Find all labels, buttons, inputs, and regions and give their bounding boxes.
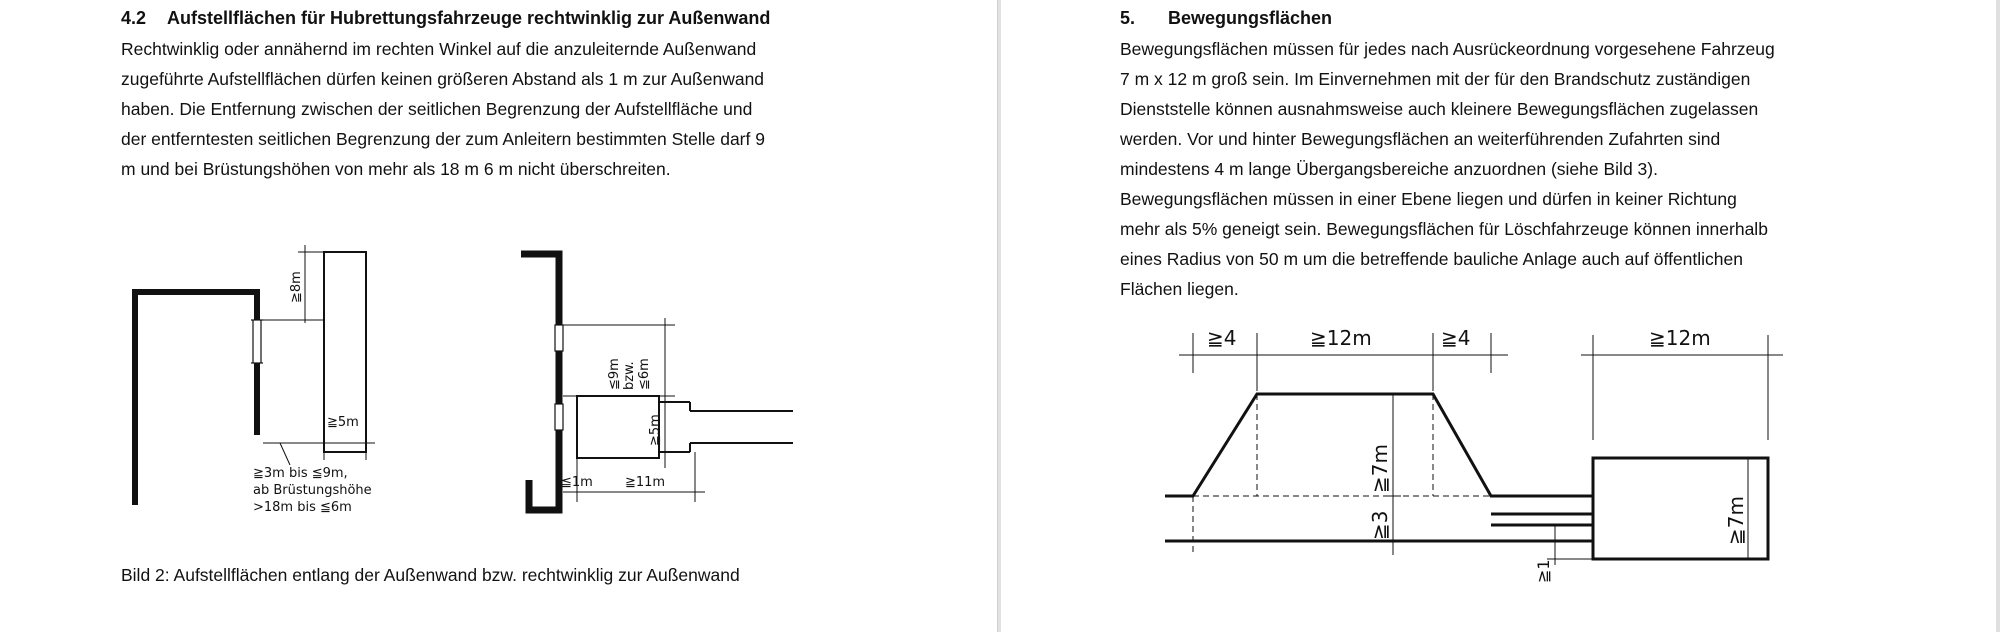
left-page <box>0 0 997 632</box>
dim-label-width: ≧5m <box>648 414 663 446</box>
dim-label-side: bzw. <box>622 361 637 390</box>
figure-caption: Bild 2: Aufstellflächen entlang der Außenwand bzw. rechtwinklig zur Außenwand <box>121 565 740 585</box>
paragraph-line: Bewegungsflächen müssen für jedes nach Ausrückeordnung vorgesehene Fahrzeug <box>1120 39 1775 59</box>
paragraph-line: Dienststelle können ausnahmsweise auch kleinere Bewegungsflächen zugelassen <box>1120 99 1759 119</box>
dim-area-width-2: ≧7m <box>1724 496 1748 545</box>
paragraph-line: Bewegungsflächen müssen in einer Ebene liegen und dürfen in keiner Richtung <box>1120 189 1737 209</box>
section-number: 5. <box>1120 8 1136 28</box>
paragraph-line: m und bei Brüstungshöhen von mehr als 18 m 6 m nicht überschreiten. <box>121 159 671 179</box>
right-page <box>1001 0 2000 632</box>
page-edge <box>1996 0 2000 632</box>
dim-label-side: ≦6m <box>637 358 652 390</box>
dim-road-width: ≧3 <box>1368 510 1392 540</box>
dim-transition-right: ≧4 <box>1441 326 1471 350</box>
paragraph-line: zugeführte Aufstellflächen dürfen keinen größeren Abstand als 1 m zur Außenwand <box>121 69 765 89</box>
dim-label-gap: ≦1m <box>561 475 593 490</box>
paragraph-line: Rechtwinklig oder annähernd im rechten Winkel auf die anzuleiternde Außenwand <box>121 39 757 59</box>
paragraph-line: 7 m x 12 m groß sein. Im Einvernehmen mit der für den Brandschutz zuständigen <box>1120 69 1751 89</box>
note-line: ab Brüstungshöhe <box>253 483 372 498</box>
note-line: >18m bis ≦6m <box>253 500 352 515</box>
figure-movement-areas <box>1163 315 1783 585</box>
section-title: Aufstellflächen für Hubrettungsfahrzeuge rechtwinklig zur Außenwand <box>167 8 771 28</box>
section-number: 4.2 <box>121 8 147 28</box>
paragraph-line: mindestens 4 m lange Übergangsbereiche anzuordnen (siehe Bild 3). <box>1120 159 1658 179</box>
figure-parallel-area <box>125 235 405 525</box>
section-heading-5 <box>1120 7 1332 29</box>
building-wall <box>135 292 257 505</box>
building-wall <box>521 254 559 510</box>
dim-label-length: ≧11m <box>625 475 666 490</box>
dim-area-length-2: ≧12m <box>1649 326 1711 350</box>
dim-label-top: ≧8m <box>289 271 304 303</box>
standing-area <box>577 396 659 458</box>
section-paragraph <box>121 34 765 184</box>
dim-gap: ≧1 <box>1534 559 1553 583</box>
section-heading-4-2 <box>121 7 770 29</box>
dim-label-side: ≦9m <box>607 358 622 390</box>
dim-label-width: ≧5m <box>327 415 359 430</box>
paragraph-line: eines Radius von 50 m um die betreffende bauliche Anlage auch auf öffentlichen <box>1120 249 1743 269</box>
paragraph-line: haben. Die Entfernung zwischen der seitlichen Begrenzung der Aufstellfläche und <box>121 99 753 119</box>
section-title: Bewegungsflächen <box>1168 8 1333 28</box>
paragraph-line: der entferntesten seitlichen Begrenzung der zum Anleitern bestimmten Stelle darf 9 <box>121 129 765 149</box>
figure-perpendicular-area <box>515 240 815 530</box>
dim-area-width: ≧7m <box>1368 444 1392 493</box>
paragraph-line: mehr als 5% geneigt sein. Bewegungsflächen für Löschfahrzeuge können innerhalb <box>1120 219 1768 239</box>
dim-area-length: ≧12m <box>1310 326 1372 350</box>
section-paragraph <box>1120 34 1775 304</box>
dim-transition-left: ≧4 <box>1207 326 1237 350</box>
note-line: ≧3m bis ≦9m, <box>253 466 348 481</box>
paragraph-line: werden. Vor und hinter Bewegungsflächen an weiterführenden Zufahrten sind <box>1120 129 1721 149</box>
paragraph-line: Flächen liegen. <box>1120 279 1239 299</box>
